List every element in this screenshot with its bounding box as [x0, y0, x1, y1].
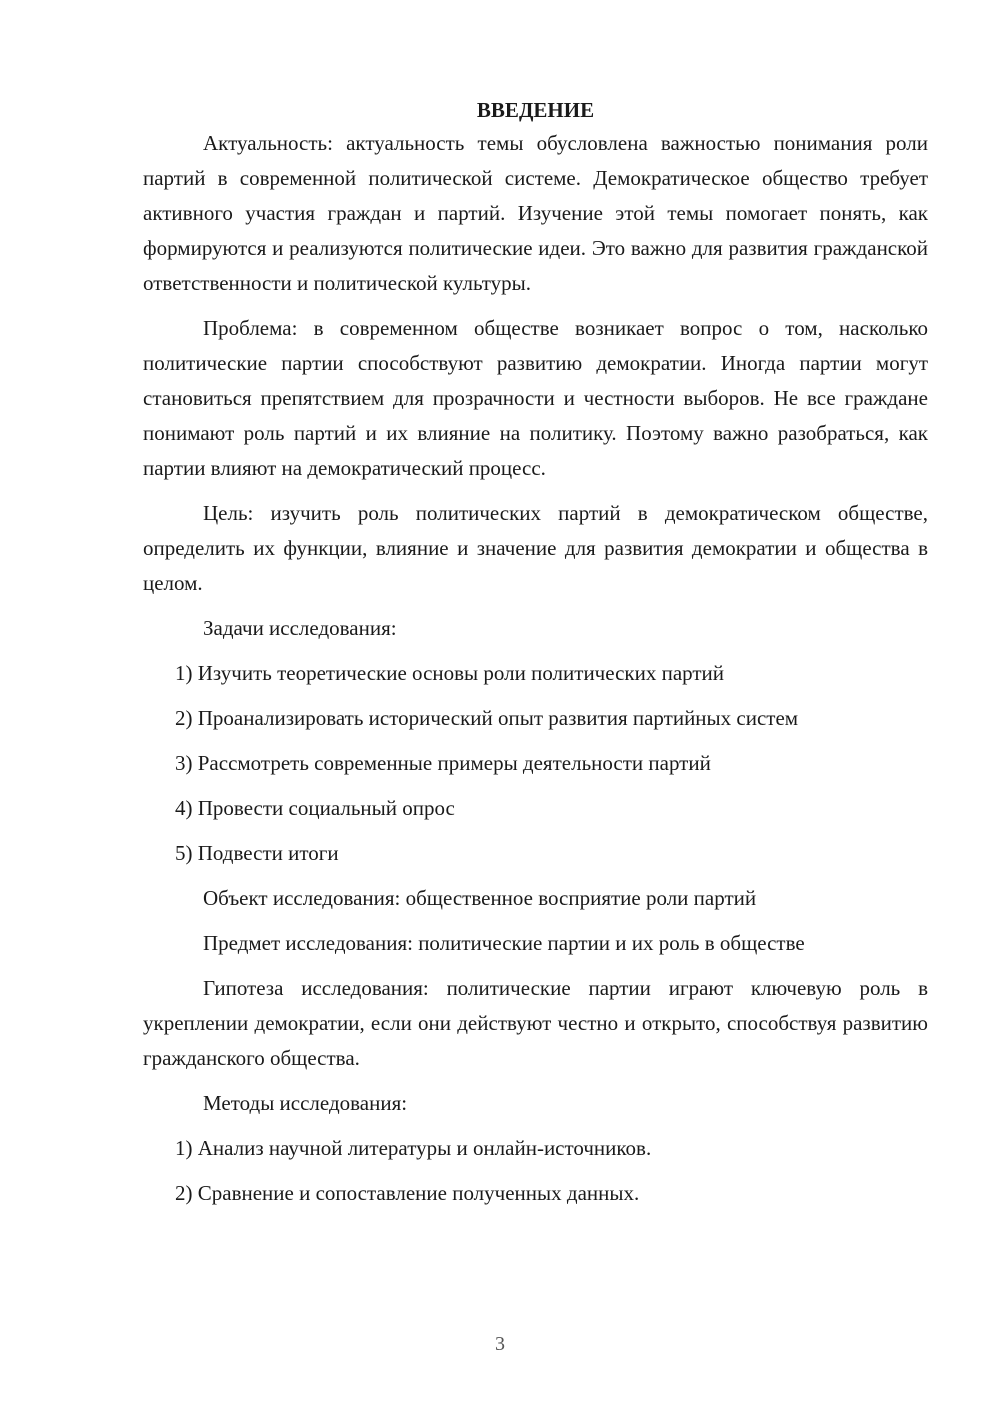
page-title: ВВЕДЕНИЕ — [476, 98, 595, 122]
problem-paragraph: Проблема: в современном обществе возникает вопрос о том, насколько политические партии способствуют развитию демократии. Иногда партии могут становиться препятствием для прозрачности и честности выборов. Не все граждане понимают роль партий и их влияние на политику. Поэтому важно разобраться, как партии влияют на демократический процесс. — [143, 316, 928, 480]
document-page — [143, 94, 928, 1221]
relevance-paragraph: Актуальность: актуальность темы обусловлена важностью понимания роли партий в современной политической системе. Демократическое общество требует активного участия граждан и партий. Изучение этой темы помогает понять, как формируются и реализуются политические идеи. Это важно для развития гражданской ответственности и политической культуры. — [143, 131, 928, 295]
task-item-2: 2) Проанализировать исторический опыт развития партийных систем — [175, 706, 799, 730]
method-item-1: 1) Анализ научной литературы и онлайн-источников. — [175, 1136, 652, 1160]
research-subject: Предмет исследования: политические партии и их роль в обществе — [203, 931, 805, 955]
task-item-4: 4) Провести социальный опрос — [175, 796, 455, 820]
task-item-1: 1) Изучить теоретические основы роли политических партий — [175, 661, 725, 685]
research-object: Объект исследования: общественное восприятие роли партий — [203, 886, 757, 910]
method-item-2: 2) Сравнение и сопоставление полученных данных. — [175, 1181, 640, 1205]
goal-paragraph: Цель: изучить роль политических партий в демократическом обществе, определить их функции, влияние и значение для развития демократии и общества в целом. — [143, 501, 928, 595]
page-number: 3 — [495, 1333, 505, 1355]
methods-heading: Методы исследования: — [203, 1091, 408, 1115]
task-item-5: 5) Подвести итоги — [175, 841, 339, 865]
tasks-heading: Задачи исследования: — [203, 616, 397, 640]
task-item-3: 3) Рассмотреть современные примеры деятельности партий — [175, 751, 711, 775]
hypothesis-paragraph: Гипотеза исследования: политические партии играют ключевую роль в укреплении демократии, если они действуют честно и открыто, способствуя развитию гражданского общества. — [143, 976, 928, 1070]
